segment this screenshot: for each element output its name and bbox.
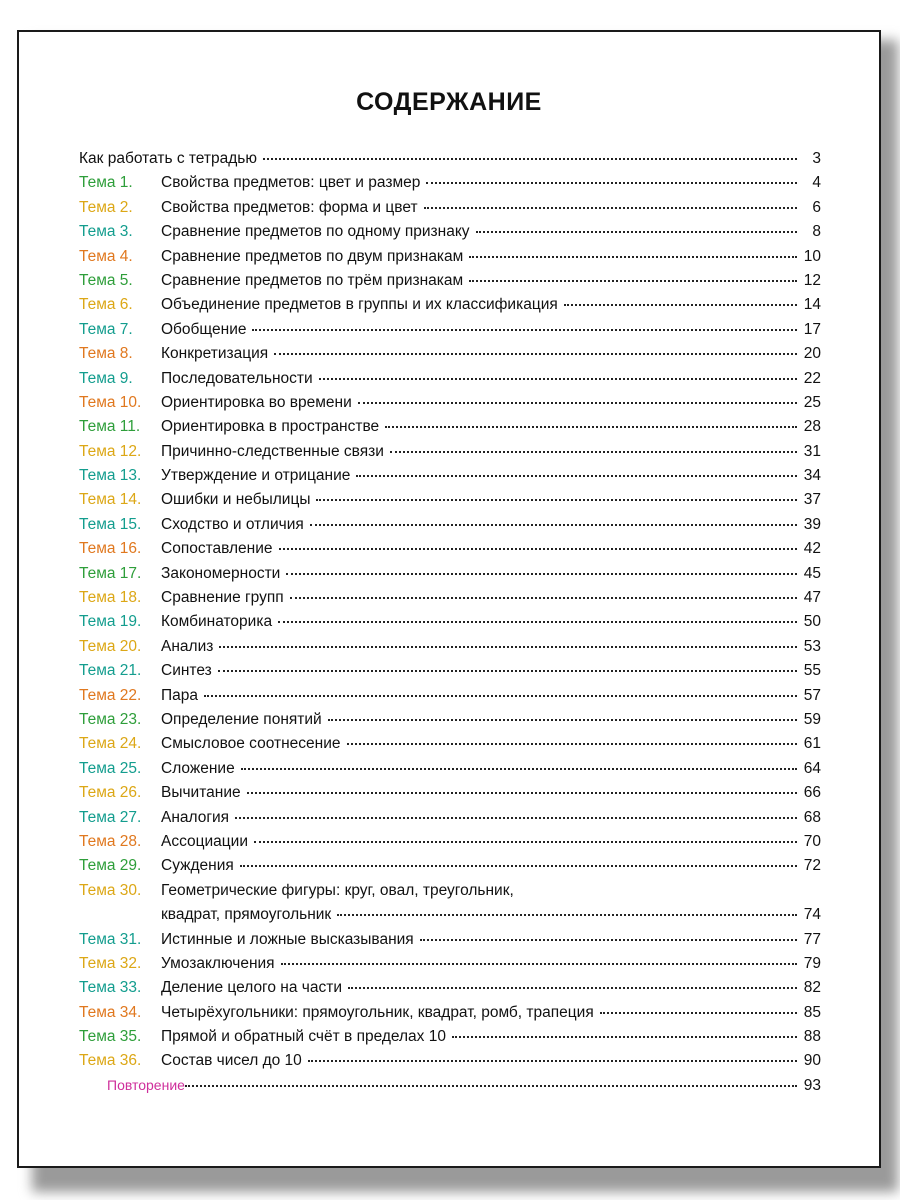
toc-page-number: 34 <box>803 467 821 485</box>
dot-leader <box>426 182 797 184</box>
dot-leader <box>185 1085 797 1087</box>
toc-page-number: 72 <box>803 857 821 875</box>
dot-leader <box>252 329 797 331</box>
table-of-contents <box>79 150 821 1101</box>
topic-title: Утверждение и отрицание <box>161 467 351 485</box>
toc-page-number: 64 <box>803 759 821 777</box>
dot-leader <box>356 475 797 477</box>
toc-page-number: 20 <box>803 345 821 363</box>
topic-label: Тема 13. <box>79 467 142 485</box>
topic-title: Ассоциации <box>161 832 248 850</box>
toc-page-number: 66 <box>803 784 821 802</box>
topic-label: Тема 18. <box>79 589 142 607</box>
toc-page-number: 42 <box>803 540 821 558</box>
toc-page-number: 85 <box>803 1003 821 1021</box>
document-page <box>17 30 881 1168</box>
dot-leader <box>286 573 797 575</box>
toc-topic-row[interactable] <box>79 345 821 369</box>
toc-topic-row[interactable] <box>79 931 821 955</box>
topic-label: Тема 36. <box>79 1052 142 1070</box>
topic-title-continuation <box>161 906 821 930</box>
topic-label: Тема 7. <box>79 320 133 338</box>
topic-title-line2: квадрат, прямоугольник <box>161 906 332 924</box>
topic-label: Тема 11. <box>79 418 141 436</box>
toc-page-number: 88 <box>803 1028 821 1046</box>
topic-label: Тема 1. <box>79 174 133 192</box>
dot-leader <box>469 280 797 282</box>
toc-topic-row[interactable] <box>79 467 821 491</box>
dot-leader <box>218 670 797 672</box>
toc-topic-row[interactable] <box>79 784 821 808</box>
topic-label: Тема 14. <box>79 491 142 509</box>
toc-topic-row[interactable] <box>79 248 821 272</box>
toc-topic-row[interactable] <box>79 565 821 589</box>
topic-label: Тема 2. <box>79 198 133 216</box>
topic-label: Тема 25. <box>79 759 142 777</box>
toc-topic-row[interactable] <box>79 711 821 735</box>
topic-label: Тема 27. <box>79 808 142 826</box>
topic-title: Ориентировка во времени <box>161 393 352 411</box>
topic-label: Тема 10. <box>79 393 142 411</box>
toc-topic-row[interactable] <box>79 882 821 931</box>
toc-topic-row[interactable] <box>79 760 821 784</box>
dot-leader <box>247 792 797 794</box>
topic-title: Умозаключения <box>161 954 275 972</box>
toc-topic-row[interactable] <box>79 809 821 833</box>
topic-title: Причинно-следственные связи <box>161 442 384 460</box>
toc-page-number: 50 <box>803 613 821 631</box>
topic-label: Тема 28. <box>79 832 142 850</box>
dot-leader <box>235 817 797 819</box>
dot-leader <box>263 158 797 160</box>
topic-label: Тема 19. <box>79 613 142 631</box>
dot-leader <box>337 914 797 916</box>
dot-leader <box>219 646 797 648</box>
dot-leader <box>390 451 797 453</box>
topic-label: Тема 8. <box>79 345 133 363</box>
topic-label: Тема 30. <box>79 881 142 899</box>
toc-topic-row[interactable] <box>79 1004 821 1028</box>
toc-topic-row[interactable] <box>79 955 821 979</box>
topic-label: Тема 23. <box>79 710 142 728</box>
dot-leader <box>476 231 797 233</box>
toc-page-number: 4 <box>812 174 821 192</box>
topic-label: Тема 16. <box>79 540 142 558</box>
dot-leader <box>240 865 797 867</box>
toc-page-number: 14 <box>803 296 821 314</box>
topic-label: Тема 17. <box>79 564 142 582</box>
topic-label: Тема 32. <box>79 954 142 972</box>
topic-title: Сравнение групп <box>161 589 284 607</box>
toc-topic-row[interactable] <box>79 979 821 1003</box>
dot-leader <box>308 1060 797 1062</box>
topic-title: Вычитание <box>161 784 241 802</box>
toc-page-number: 70 <box>803 832 821 850</box>
toc-review-row[interactable] <box>79 1077 821 1101</box>
toc-page-number: 37 <box>803 491 821 509</box>
topic-title: Сложение <box>161 759 235 777</box>
toc-page-number: 55 <box>803 662 821 680</box>
toc-page-number: 53 <box>803 637 821 655</box>
topic-label: Тема 21. <box>79 662 142 680</box>
dot-leader <box>310 524 797 526</box>
dot-leader <box>316 499 797 501</box>
topic-title: Свойства предметов: цвет и размер <box>161 174 421 192</box>
page-title: СОДЕРЖАНИЕ <box>356 88 542 116</box>
toc-page-number: 68 <box>803 808 821 826</box>
topic-title: Четырёхугольники: прямоугольник, квадрат, ромб, трапеция <box>161 1003 594 1021</box>
dot-leader <box>281 963 797 965</box>
toc-page-number: 79 <box>803 954 821 972</box>
toc-intro-row[interactable] <box>79 150 821 174</box>
dot-leader <box>420 939 797 941</box>
dot-leader <box>469 256 797 258</box>
topic-title: Свойства предметов: форма и цвет <box>161 198 418 216</box>
dot-leader <box>241 768 797 770</box>
toc-page-number: 74 <box>803 906 821 924</box>
topic-title: Обобщение <box>161 320 247 338</box>
toc-page-number: 12 <box>803 271 821 289</box>
topic-title: Аналогия <box>161 808 230 826</box>
toc-page-number: 17 <box>803 320 821 338</box>
topic-title: Истинные и ложные высказывания <box>161 930 414 948</box>
dot-leader <box>274 353 797 355</box>
dot-leader <box>452 1036 797 1038</box>
topic-label: Тема 12. <box>79 442 142 460</box>
topic-title: Сравнение предметов по двум признакам <box>161 247 464 265</box>
toc-topic-row[interactable] <box>79 516 821 540</box>
topic-title: Последовательности <box>161 369 313 387</box>
toc-entry-title: Как работать с тетрадью <box>79 150 257 167</box>
toc-topic-row[interactable] <box>79 1052 821 1076</box>
toc-page-number: 45 <box>803 564 821 582</box>
topic-title: Анализ <box>161 637 214 655</box>
topic-label: Тема 24. <box>79 735 142 753</box>
toc-page-number: 77 <box>803 930 821 948</box>
dot-leader <box>328 719 797 721</box>
toc-topic-row[interactable] <box>79 1028 821 1052</box>
topic-title: Пара <box>161 686 199 704</box>
topic-title: Ошибки и небылицы <box>161 491 311 509</box>
topic-label: Тема 6. <box>79 296 133 314</box>
toc-page-number: 39 <box>803 515 821 533</box>
topic-title: Состав чисел до 10 <box>161 1052 302 1070</box>
topic-label: Тема 35. <box>79 1028 142 1046</box>
toc-page-number: 31 <box>803 442 821 460</box>
topic-title: Ориентировка в пространстве <box>161 418 380 436</box>
dot-leader <box>424 207 797 209</box>
toc-topic-row[interactable] <box>79 443 821 467</box>
dot-leader <box>348 987 797 989</box>
topic-label: Тема 3. <box>79 223 133 241</box>
toc-topic-row[interactable] <box>79 735 821 759</box>
topic-title: Геометрические фигуры: круг, овал, треугольник, <box>161 881 514 899</box>
topic-label: Тема 26. <box>79 784 142 802</box>
toc-topic-row[interactable] <box>79 321 821 345</box>
toc-page-number: 93 <box>803 1076 821 1094</box>
topic-label: Тема 34. <box>79 1003 142 1021</box>
topic-label: Тема 9. <box>79 369 133 387</box>
toc-topic-row[interactable] <box>79 833 821 857</box>
topic-title: Деление целого на части <box>161 979 342 997</box>
toc-page-number: 22 <box>803 369 821 387</box>
toc-page-number: 59 <box>803 710 821 728</box>
topic-title: Сравнение предметов по трём признакам <box>161 271 464 289</box>
toc-page-number: 25 <box>803 393 821 411</box>
toc-topic-row[interactable] <box>79 613 821 637</box>
toc-page-number: 8 <box>812 223 821 241</box>
toc-page-number: 6 <box>812 198 821 216</box>
topic-label: Тема 22. <box>79 686 142 704</box>
dot-leader <box>278 621 797 623</box>
toc-page-number: 82 <box>803 979 821 997</box>
topic-label: Тема 33. <box>79 979 142 997</box>
toc-page-number: 10 <box>803 247 821 265</box>
topic-title: Объединение предметов в группы и их классификация <box>161 296 558 314</box>
toc-page-number: 61 <box>803 735 821 753</box>
toc-topic-row[interactable] <box>79 272 821 296</box>
toc-page-number: 28 <box>803 418 821 436</box>
toc-topic-row[interactable] <box>79 394 821 418</box>
topic-title-multiline <box>161 882 821 931</box>
toc-topic-row[interactable] <box>79 223 821 247</box>
topic-title: Смысловое соотнесение <box>161 735 341 753</box>
toc-page-number: 47 <box>803 589 821 607</box>
dot-leader <box>254 841 797 843</box>
toc-topic-row[interactable] <box>79 857 821 881</box>
toc-topic-row[interactable] <box>79 589 821 613</box>
toc-topic-row[interactable] <box>79 296 821 320</box>
topic-title: Сопоставление <box>161 540 273 558</box>
topic-label: Тема 4. <box>79 247 133 265</box>
review-title: Повторение <box>107 1076 185 1093</box>
topic-label: Тема 15. <box>79 515 142 533</box>
toc-topic-row[interactable] <box>79 540 821 564</box>
dot-leader <box>385 426 797 428</box>
topic-label: Тема 20. <box>79 637 142 655</box>
toc-topic-row[interactable] <box>79 370 821 394</box>
topic-title: Конкретизация <box>161 345 269 363</box>
dot-leader <box>204 695 797 697</box>
toc-topic-row[interactable] <box>79 199 821 223</box>
topic-label: Тема 31. <box>79 930 142 948</box>
topic-title: Комбинаторика <box>161 613 273 631</box>
topic-title: Синтез <box>161 662 212 680</box>
dot-leader <box>564 304 797 306</box>
toc-page-number: 90 <box>803 1052 821 1070</box>
toc-topic-row[interactable] <box>79 662 821 686</box>
topic-title: Закономерности <box>161 564 281 582</box>
toc-topic-row[interactable] <box>79 418 821 442</box>
dot-leader <box>358 402 797 404</box>
toc-page-number: 57 <box>803 686 821 704</box>
topic-title: Суждения <box>161 857 234 875</box>
dot-leader <box>347 743 798 745</box>
toc-page-number: 3 <box>812 150 821 167</box>
dot-leader <box>319 378 797 380</box>
toc-topic-row[interactable] <box>79 491 821 515</box>
topic-title: Сходство и отличия <box>161 515 304 533</box>
topic-label: Тема 5. <box>79 271 133 289</box>
dot-leader <box>600 1012 797 1014</box>
toc-topic-row[interactable] <box>79 638 821 662</box>
dot-leader <box>279 548 797 550</box>
topic-title: Определение понятий <box>161 710 322 728</box>
topic-title: Прямой и обратный счёт в пределах 10 <box>161 1028 446 1046</box>
topic-label: Тема 29. <box>79 857 142 875</box>
toc-topic-row[interactable] <box>79 174 821 198</box>
dot-leader <box>290 597 797 599</box>
topic-title: Сравнение предметов по одному признаку <box>161 223 470 241</box>
toc-topic-row[interactable] <box>79 687 821 711</box>
